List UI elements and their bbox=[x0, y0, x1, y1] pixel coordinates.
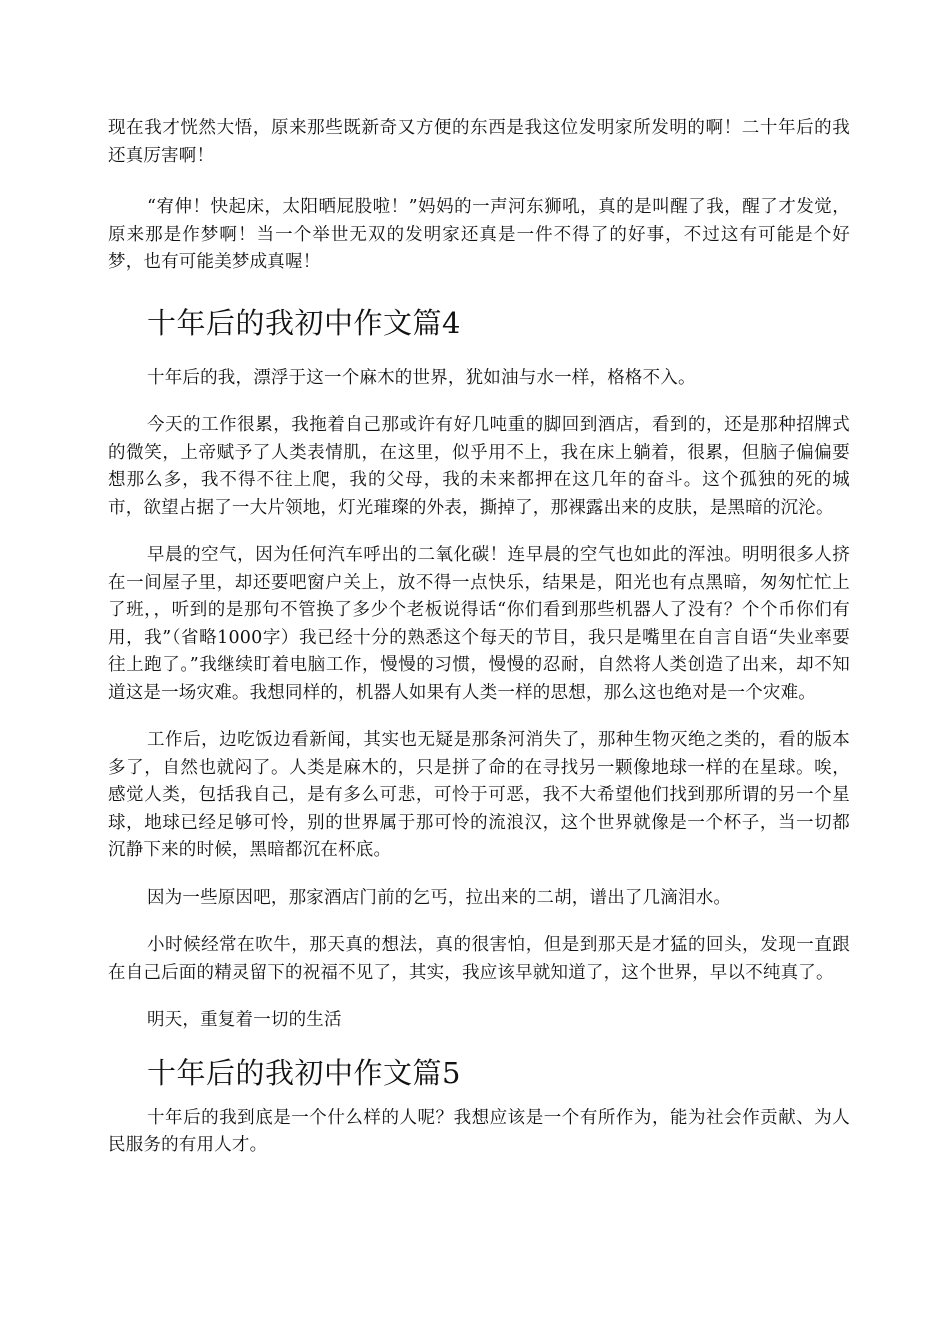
section-4-paragraph-6: 小时候经常在吹牛，那天真的想法，真的很害怕，但是到那天是才猛的回头，发现一直跟在自己后面的精灵留下的祝福不见了，其实，我应该早就知道了，这个世界，早以不纯真了。 bbox=[108, 935, 850, 983]
section-4-paragraph-2: 今天的工作很累，我拖着自己那或许有好几吨重的脚回到酒店，看到的，还是那种招牌式的微笑，上帝赋予了人类表情肌，在这里，似乎用不上，我在床上躺着，很累，但脑子偏偏要想那么多，我不得不往上爬，我的父母，我的未来都押在这几年的奋斗。这个孤独的死的城市，欲望占据了一大片领地，灯光璀璨的外表，撕掉了，那裸露出来的皮肤，是黑暗的沉沦。 bbox=[108, 415, 850, 518]
section-4-paragraph-5: 因为一些原因吧，那家酒店门前的乞丐，拉出来的二胡，谱出了几滴泪水。 bbox=[147, 887, 732, 908]
paragraph-intro-1: 现在我才恍然大悟，原来那些既新奇又方便的东西是我这位发明家所发明的啊！二十年后的我还真厉害啊！ bbox=[108, 118, 850, 166]
section-4-title: 十年后的我初中作文篇4 bbox=[147, 305, 461, 340]
section-5-title: 十年后的我初中作文篇5 bbox=[147, 1055, 461, 1090]
section-4-paragraph-4: 工作后，边吃饭边看新闻，其实也无疑是那条河消失了，那种生物灭绝之类的，看的版本多了，自然也就闷了。人类是麻木的，只是拼了命的在寻找另一颗像地球一样的在星球。唉，感觉人类，包括我自己，是有多么可悲，可怜于可恶，我不大希望他们找到那所谓的另一个星球，地球已经足够可怜，别的世界属于那可怜的流浪汉，这个世界就像是一个杯子，当一切都沉静下来的时候，黑暗都沉在杯底。 bbox=[108, 730, 850, 860]
section-5-paragraph-1: 十年后的我到底是一个什么样的人呢？我想应该是一个有所作为，能为社会作贡献、为人民服务的有用人才。 bbox=[108, 1107, 850, 1155]
section-4-paragraph-3: 早晨的空气，因为任何汽车呼出的二氧化碳！连早晨的空气也如此的浑浊。明明很多人挤在一间屋子里，却还要吧窗户关上，放不得一点快乐，结果是，阳光也有点黑暗，匆匆忙忙上了班，，听到的是那句不管换了多少个老板说得话“你们看到那些机器人了没有？个个币你们有用，我”（省略1000字）我已经十分的熟悉这个每天的节目，我只是嘴里在自言自语“失业率要往上跑了。”我继续盯着电脑工作，慢慢的习惯，慢慢的忍耐，自然将人类创造了出来，却不知道这是一场灾难。我想同样的，机器人如果有人类一样的思想，那么这也绝对是一个灾难。 bbox=[108, 545, 850, 703]
document-page bbox=[108, 115, 850, 1160]
paragraph-intro-2: “宥伸！快起床，太阳晒屁股啦！”妈妈的一声河东狮吼，真的是叫醒了我，醒了才发觉，原来那是作梦啊！当一个举世无双的发明家还真是一件不得了的好事，不过这有可能是个好梦，也有可能美梦成真喔！ bbox=[108, 197, 850, 272]
section-4-paragraph-7: 明天，重复着一切的生活 bbox=[147, 1010, 342, 1030]
section-4-paragraph-1: 十年后的我，漂浮于这一个麻木的世界，犹如油与水一样，格格不入。 bbox=[147, 367, 696, 388]
